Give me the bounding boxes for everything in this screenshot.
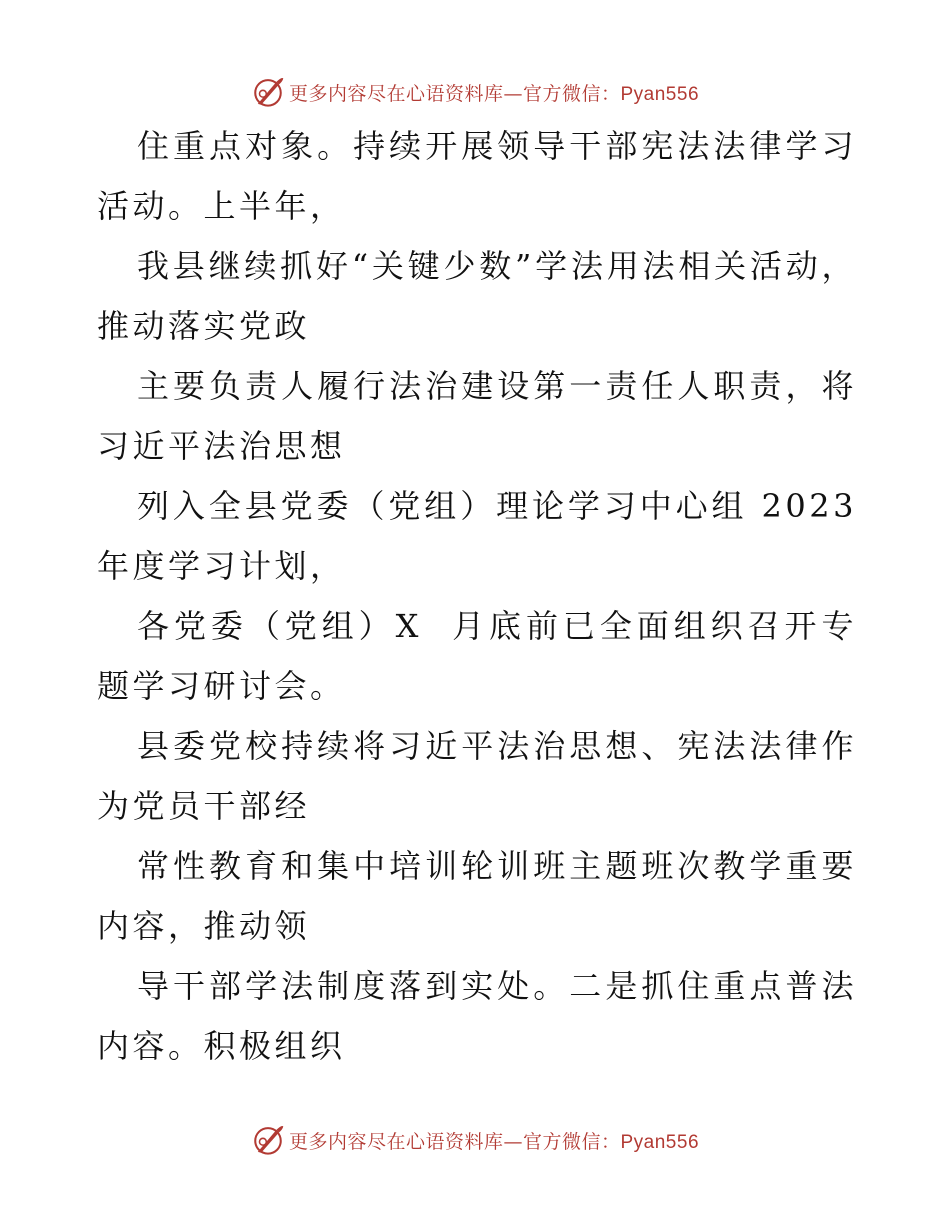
paragraph-8: 导干部学法制度落到实处。二是抓住重点普法内容。积极组织 bbox=[97, 967, 857, 1065]
banner-text: 更多内容尽在心语资料库—官方微信： bbox=[288, 82, 621, 105]
quill-pen-logo-icon bbox=[251, 1123, 285, 1157]
paragraph-7: 常性教育和集中培训轮训班主题班次教学重要内容，推动领 bbox=[97, 847, 857, 945]
paragraph-3: 主要负责人履行法治建设第一责任人职责，将习近平法治思想 bbox=[97, 367, 857, 465]
wechat-id: Pyan556 bbox=[620, 83, 700, 105]
quill-pen-logo-icon bbox=[251, 75, 285, 109]
paragraph-5: 各党委（党组）X 月底前已全面组织召开专题学习研讨会。 bbox=[97, 607, 857, 705]
footer-banner bbox=[0, 1120, 950, 1160]
wechat-id: Pyan556 bbox=[620, 1131, 700, 1153]
header-banner bbox=[0, 72, 950, 112]
document-body bbox=[97, 116, 871, 1076]
banner-text: 更多内容尽在心语资料库—官方微信： bbox=[288, 1130, 621, 1153]
paragraph-2: 我县继续抓好“关键少数”学法用法相关活动，推动落实党政 bbox=[97, 247, 857, 345]
paragraph-1: 住重点对象。持续开展领导干部宪法法律学习活动。上半年， bbox=[97, 127, 857, 225]
paragraph-4: 列入全县党委（党组）理论学习中心组 2023 年度学习计划， bbox=[97, 487, 871, 585]
paragraph-6: 县委党校持续将习近平法治思想、宪法法律作为党员干部经 bbox=[97, 727, 857, 825]
